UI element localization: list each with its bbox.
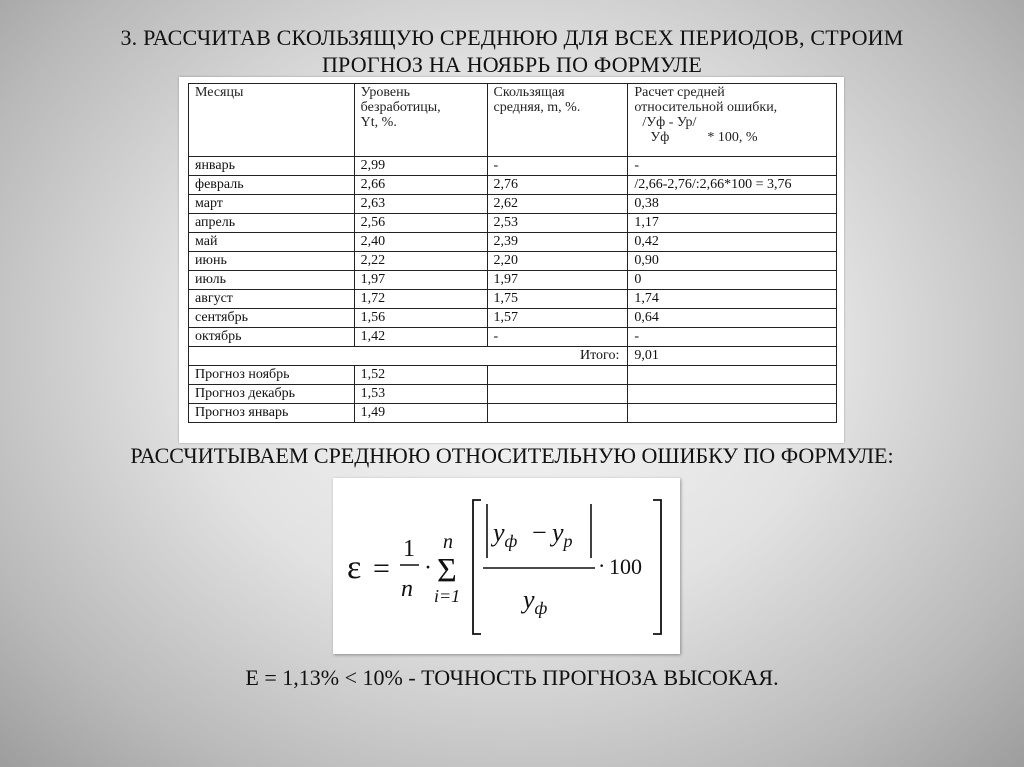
moving-average-cell: 1,97 xyxy=(487,271,628,290)
table-row xyxy=(189,214,837,233)
moving-average-cell: 2,53 xyxy=(487,214,628,233)
table-row xyxy=(189,309,837,328)
header-error-line: относительной ошибки, xyxy=(634,100,778,115)
header-moving-average-line: Скользящая xyxy=(493,85,565,100)
formula-panel xyxy=(333,478,680,654)
dot-operator: · xyxy=(424,555,432,581)
epsilon-symbol: ε xyxy=(347,549,362,586)
forecast-value: 1,52 xyxy=(354,366,487,385)
level-cell: 1,97 xyxy=(354,271,487,290)
month-cell: март xyxy=(189,195,355,214)
table-row xyxy=(189,290,837,309)
header-error-line: Расчет средней xyxy=(634,85,725,100)
level-cell: 1,56 xyxy=(354,309,487,328)
table-row xyxy=(189,176,837,195)
table-row xyxy=(189,271,837,290)
equals-sign: = xyxy=(373,552,390,585)
empty-cell xyxy=(628,385,837,404)
right-bracket xyxy=(653,500,661,634)
month-cell: сентябрь xyxy=(189,309,355,328)
forecast-value: 1,53 xyxy=(354,385,487,404)
moving-average-cell: 2,20 xyxy=(487,252,628,271)
month-cell: февраль xyxy=(189,176,355,195)
header-level-line: Уровень xyxy=(360,85,410,100)
table-row xyxy=(189,328,837,347)
error-cell: 0,64 xyxy=(628,309,837,328)
header-error-line: /Уф - Ур/ xyxy=(642,115,697,130)
formula-caption: РАССЧИТЫВАЕМ СРЕДНЮЮ ОТНОСИТЕЛЬНУЮ ОШИБКУ ПО ФОРМУЛЕ: xyxy=(130,443,894,468)
sum-symbol: Σ xyxy=(437,552,457,589)
data-table-panel xyxy=(179,77,844,443)
sum-lower-limit: i=1 xyxy=(434,586,461,606)
forecast-label: Прогноз ноябрь xyxy=(189,366,355,385)
error-cell: 0 xyxy=(628,271,837,290)
header-error-denominator: Уф xyxy=(650,130,670,145)
error-cell: - xyxy=(628,157,837,176)
level-cell: 2,22 xyxy=(354,252,487,271)
month-cell: май xyxy=(189,233,355,252)
moving-average-cell: - xyxy=(487,328,628,347)
moving-average-cell: 2,62 xyxy=(487,195,628,214)
header-error-line xyxy=(634,130,832,145)
header-relative-error xyxy=(628,84,837,157)
level-cell: 2,99 xyxy=(354,157,487,176)
header-level xyxy=(354,84,487,157)
y-forecast: $y_p$ xyxy=(552,518,573,551)
month-cell: октябрь xyxy=(189,328,355,347)
level-cell: 2,56 xyxy=(354,214,487,233)
forecast-value: 1,49 xyxy=(354,404,487,423)
header-moving-average-line: средняя, m, %. xyxy=(493,100,581,115)
header-level-line: Yt, %. xyxy=(360,115,397,130)
fraction-n: n xyxy=(401,576,413,602)
table-row xyxy=(189,252,837,271)
error-cell: 1,17 xyxy=(628,214,837,233)
moving-average-cell: 2,76 xyxy=(487,176,628,195)
unemployment-table xyxy=(188,83,837,423)
forecast-row xyxy=(189,404,837,423)
table-row xyxy=(189,195,837,214)
total-value: 9,01 xyxy=(628,347,837,366)
error-cell: 0,90 xyxy=(628,252,837,271)
month-cell: июнь xyxy=(189,252,355,271)
forecast-row xyxy=(189,366,837,385)
empty-cell xyxy=(487,404,628,423)
minus-sign: − xyxy=(532,518,547,547)
fraction-one: 1 xyxy=(403,536,415,562)
relative-error-formula xyxy=(333,478,680,654)
slide-title-line-2: ПРОГНОЗ НА НОЯБРЬ ПО ФОРМУЛЕ xyxy=(321,52,703,77)
y-fact: $y_ф$ xyxy=(493,518,518,551)
table-row xyxy=(189,233,837,252)
month-cell: июль xyxy=(189,271,355,290)
error-cell: 0,42 xyxy=(628,233,837,252)
error-cell: /2,66-2,76/:2,66*100 = 3,76 xyxy=(628,176,837,195)
moving-average-cell: 2,39 xyxy=(487,233,628,252)
error-cell: - xyxy=(628,328,837,347)
header-level-line: безработицы, xyxy=(360,100,441,115)
empty-cell xyxy=(628,366,837,385)
slide-title xyxy=(40,24,984,78)
left-bracket xyxy=(473,500,481,634)
moving-average-cell: 1,57 xyxy=(487,309,628,328)
result-statement: Е = 1,13% < 10% - ТОЧНОСТЬ ПРОГНОЗА ВЫСОКАЯ. xyxy=(245,665,779,690)
empty-cell xyxy=(487,385,628,404)
header-error-multiplier: * 100, % xyxy=(707,130,758,145)
empty-cell xyxy=(487,366,628,385)
multiply-dot: · xyxy=(598,553,606,578)
header-months: Месяцы xyxy=(189,84,355,157)
total-label: Итого: xyxy=(189,347,628,366)
level-cell: 1,42 xyxy=(354,328,487,347)
hundred: 100 xyxy=(609,554,642,579)
header-moving-average xyxy=(487,84,628,157)
forecast-row xyxy=(189,385,837,404)
y-fact-denominator: $y_ф$ xyxy=(523,585,548,618)
month-cell: январь xyxy=(189,157,355,176)
level-cell: 2,66 xyxy=(354,176,487,195)
error-cell: 0,38 xyxy=(628,195,837,214)
level-cell: 2,63 xyxy=(354,195,487,214)
empty-cell xyxy=(628,404,837,423)
table-row xyxy=(189,157,837,176)
error-cell: 1,74 xyxy=(628,290,837,309)
level-cell: 2,40 xyxy=(354,233,487,252)
month-cell: апрель xyxy=(189,214,355,233)
level-cell: 1,72 xyxy=(354,290,487,309)
moving-average-cell: - xyxy=(487,157,628,176)
moving-average-cell: 1,75 xyxy=(487,290,628,309)
table-header-row xyxy=(189,84,837,157)
sum-upper-limit: n xyxy=(443,531,453,553)
total-row xyxy=(189,347,837,366)
forecast-label: Прогноз январь xyxy=(189,404,355,423)
forecast-label: Прогноз декабрь xyxy=(189,385,355,404)
slide-title-line-1: 3. РАССЧИТАВ СКОЛЬЗЯЩУЮ СРЕДНЮЮ ДЛЯ ВСЕХ ПЕРИОДОВ, СТРОИМ xyxy=(120,25,904,50)
month-cell: август xyxy=(189,290,355,309)
